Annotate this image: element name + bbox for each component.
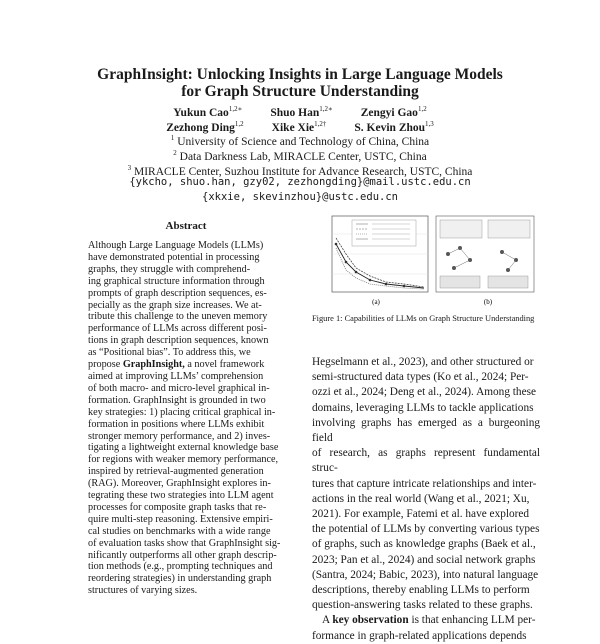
text-line: tegrating these two strategies into LLM agent	[88, 490, 274, 502]
text-line: semi-structured data types (Ko et al., 2024; Per-	[312, 371, 529, 384]
text-line: for regions with weaker memory performance,	[88, 454, 279, 466]
text-line: formance in graph-related applications depends	[312, 629, 527, 642]
affiliation-number: 1	[170, 134, 175, 142]
author-name: Shuo Han$^{1,2∗}$	[270, 105, 333, 119]
text-line: graphs, they struggle with comprehend-	[88, 263, 251, 275]
text-line: Hegselmann et al., 2023), and other structured or	[312, 356, 534, 368]
text-line: formation in positions where LLMs exhibit	[88, 418, 265, 430]
text-line: reordering strategies) in understanding graph	[88, 573, 272, 585]
text-line: of evaluation tasks show that GraphInsight sig-	[88, 537, 281, 549]
text-line: 2023; Pan et al., 2024) and social network graphs	[312, 553, 536, 566]
paper-title-line1: GraphInsight: Unlocking Insights in Large Language Models	[97, 66, 503, 83]
text-line: 2021). For example, Fatemi et al. have explored	[312, 508, 530, 521]
text-line: ing graphical structure information through	[88, 275, 265, 287]
affiliation-line: $^2$ Data Darkness Lab, MIRACLE Center, USTC, China	[173, 149, 427, 163]
author-name: Yukun Cao$^{1,2∗}$	[173, 105, 243, 119]
text-line: domains, leveraging LLMs to tackle applications	[312, 401, 534, 414]
right-column-body	[312, 355, 540, 644]
text-line: of research, as graphs represent fundamental struc-	[312, 447, 540, 475]
text-line: structures of varying sizes.	[88, 585, 198, 597]
text-line: prompts of graph description sequences, es-	[88, 287, 267, 299]
figure-caption: Figure 1: Capabilities of LLMs on Graph Structure Understanding	[312, 314, 535, 323]
affiliation-number: 2	[173, 149, 177, 157]
text-line: actions in the real world (Wang et al., 2021; Xu,	[312, 492, 530, 505]
figure-1	[312, 214, 538, 306]
author-affiliation-mark: 1,3	[425, 120, 434, 128]
text-line: Although Large Language Models (LLMs)	[88, 240, 264, 251]
text-line: question-answering tasks related to these graphs.	[312, 599, 533, 612]
text-line: key strategies: 1) placing critical graphical in-	[88, 406, 276, 418]
text-line: stronger memory performance, and 2) inves-	[88, 430, 271, 442]
text-line: of both macro- and micro-level graphical in-	[88, 382, 270, 394]
text-line: cal studies on benchmarks with a wide range	[88, 525, 271, 537]
figure-panel-a	[332, 216, 428, 306]
text-line: processes for composite graph tasks that re-	[88, 501, 267, 513]
text-line: tures that capture intricate relationships and inter-	[312, 477, 537, 490]
figure-panel-b	[436, 216, 534, 306]
author-affiliation-mark: 1,2	[234, 120, 244, 128]
author-affiliation-mark: 1,2∗	[228, 105, 243, 113]
text-line: pecially as the graph size increases. We at-	[88, 299, 262, 311]
text-line: (RAG). Moreover, GraphInsight explores in-	[88, 478, 271, 490]
text-line: tions in graph description sequences, known	[88, 335, 269, 347]
text-line: formation. GraphInsight is grounded in two	[88, 394, 266, 406]
text-line: (Santra, 2024; Babic, 2023), into natural language	[312, 568, 539, 581]
text-line: nificantly outperforms all other graph descrip-	[88, 549, 277, 561]
figure-label-a: (a)	[372, 298, 380, 306]
text-line: propose GraphInsight, a novel framework	[88, 359, 265, 371]
abstract-body	[88, 240, 284, 597]
text-line: the potential of LLMs by converting various types	[312, 523, 540, 536]
affiliation-line: $^3$ MIRACLE Center, Suzhou Institute for Advance Research, USTC, China	[127, 164, 473, 178]
author-affiliation-mark: 1,2	[417, 105, 427, 113]
text-line: as “Positional bias”. To address this, we	[88, 347, 251, 359]
text-line: inspired by retrieval-augmented generation	[88, 466, 264, 478]
author-name: Zengyi Gao$^{1,2}$	[360, 105, 427, 119]
author-name: Xike Xie$^{1,2\dagger}$	[271, 120, 327, 134]
text-line: tigating a lightweight external knowledge base	[88, 442, 279, 454]
author-affiliation-mark: 1,2∗	[319, 105, 333, 113]
paper-title-line2: for Graph Structure Understanding	[181, 83, 419, 100]
abstract-heading: Abstract	[165, 220, 207, 232]
text-line: tribute this challenge to the uneven memory	[88, 311, 268, 323]
author-name: S. Kevin Zhou$^{1,3}$	[354, 120, 434, 134]
text-line: ozzi et al., 2024; Deng et al., 2024). Among these	[312, 386, 537, 399]
email-line-1: {ykcho, shuo.han, gzy02, zezhongding}@mail.ustc.edu.cn	[129, 176, 471, 188]
text-line: performance of LLMs across different posi-	[88, 323, 267, 335]
text-line: A key observation is that enhancing LLM per-	[322, 614, 536, 627]
text-line: involving graphs has emerged as a burgeoning field	[312, 416, 540, 445]
text-line: quire multi-step reasoning. Extensive empiri-	[88, 513, 273, 525]
author-affiliation-mark: 1,2†	[314, 120, 327, 128]
affiliation-number: 3	[127, 164, 132, 172]
author-name: Zezhong Ding$^{1,2}$	[166, 120, 244, 134]
text-line: tion methods (e.g., prompting techniques and	[88, 561, 273, 573]
text-line: have demonstrated potential in processing	[88, 251, 260, 263]
text-line: aimed at improving LLMs’ comprehension	[88, 370, 264, 382]
text-line: of graphs, such as knowledge graphs (Baek et al.,	[312, 538, 536, 551]
text-line: descriptions, thereby enabling LLMs to perform	[312, 584, 530, 597]
email-line-2: {xkxie, skevinzhou}@ustc.edu.cn	[202, 191, 398, 203]
affiliation-line: $^1$ University of Science and Technology of China, China	[170, 134, 430, 148]
figure-label-b: (b)	[483, 298, 493, 306]
